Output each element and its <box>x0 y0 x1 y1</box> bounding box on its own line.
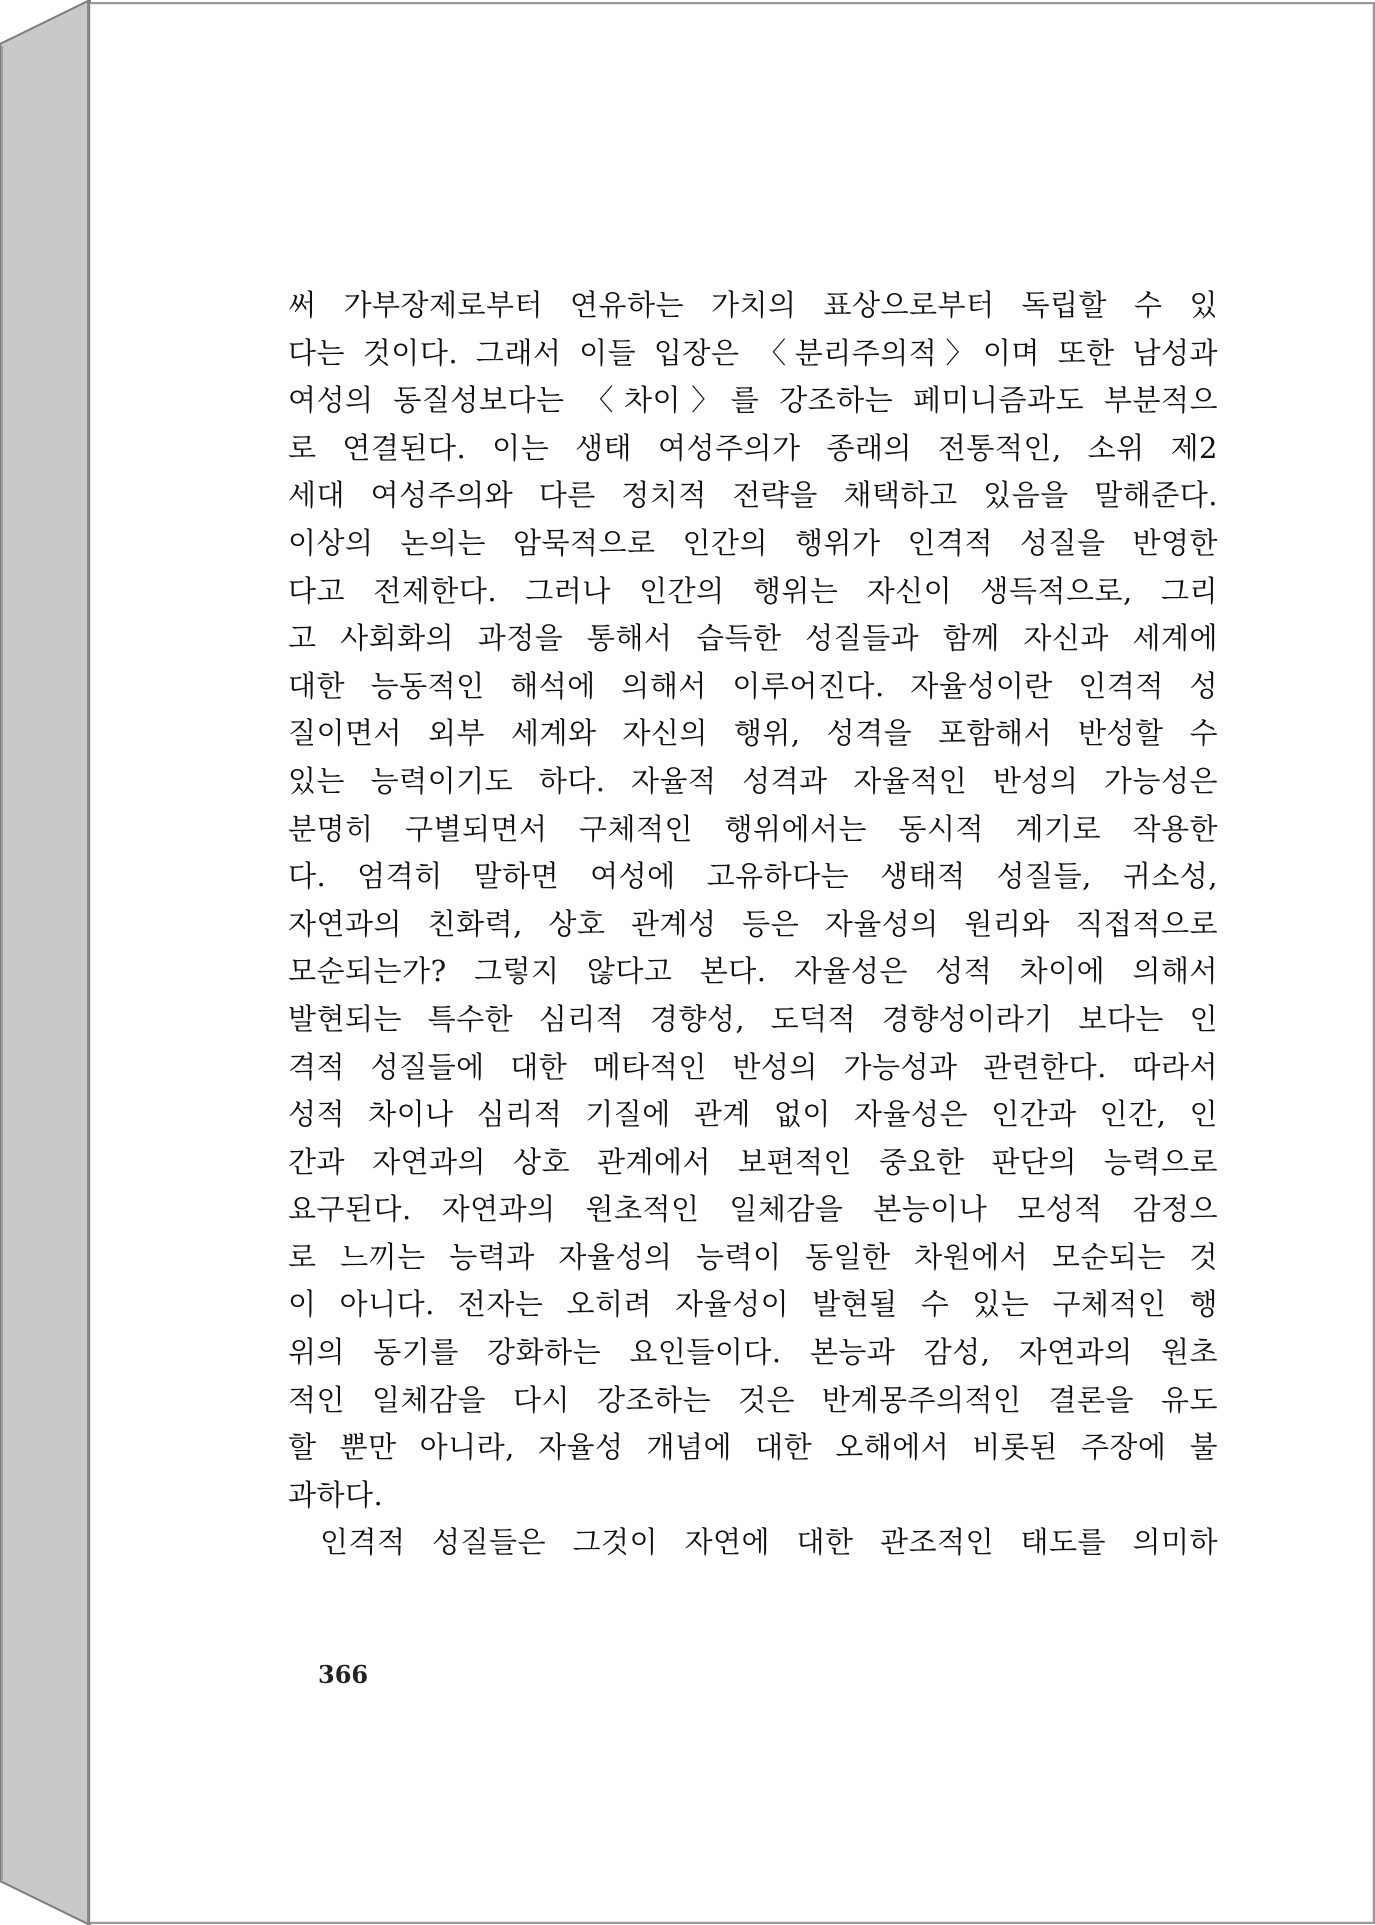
text-line: 다는 것이다. 그래서 이들 입장은 〈분리주의적〉이며 또한 남성과 <box>288 335 1218 370</box>
text-line: 대한 능동적인 해석에 의해서 이루어진다. 자율성이란 인격적 성 <box>288 668 1218 703</box>
text-line: 이 아니다. 전자는 오히려 자율성이 발현될 수 있는 구체적인 행 <box>288 1287 1218 1322</box>
text-line: 써 가부장제로부터 연유하는 가치의 표상으로부터 독립할 수 있 <box>288 288 1218 322</box>
text-line: 고 사회화의 과정을 통해서 습득한 성질들과 함께 자신과 세계에 <box>288 621 1218 656</box>
text-line: 로 연결된다. 이는 생태 여성주의가 종래의 전통적인, 소위 제2 <box>288 430 1218 465</box>
text-line: 간과 자연과의 상호 관계에서 보편적인 중요한 판단의 능력으로 <box>288 1144 1218 1179</box>
text-line: 적인 일체감을 다시 강조하는 것은 반계몽주의적인 결론을 유도 <box>288 1382 1218 1417</box>
text-line-paragraph-end: 과하다. <box>288 1477 384 1512</box>
body-text <box>288 282 1218 1567</box>
text-line: 분명히 구별되면서 구체적인 행위에서는 동시적 계기로 작용한 <box>288 811 1218 846</box>
text-line: 발현되는 특수한 심리적 경향성, 도덕적 경향성이라기 보다는 인 <box>288 1001 1218 1036</box>
book-spine-shape <box>0 0 92 1925</box>
text-line: 이상의 논의는 암묵적으로 인간의 행위가 인격적 성질을 반영한 <box>288 525 1218 560</box>
text-line: 자연과의 친화력, 상호 관계성 등은 자율성의 원리와 직접적으로 <box>288 906 1218 941</box>
text-line: 여성의 동질성보다는 〈차이〉를 강조하는 페미니즘과도 부분적으 <box>288 383 1218 418</box>
text-line: 세대 여성주의와 다른 정치적 전략을 채택하고 있음을 말해준다. <box>288 478 1218 513</box>
text-line: 격적 성질들에 대한 메타적인 반성의 가능성과 관련한다. 따라서 <box>288 1049 1218 1084</box>
text-line: 다고 전제한다. 그러나 인간의 행위는 자신이 생득적으로, 그리 <box>288 573 1218 608</box>
text-line: 질이면서 외부 세계와 자신의 행위, 성격을 포함해서 반성할 수 <box>288 716 1218 751</box>
text-line: 있는 능력이기도 하다. 자율적 성격과 자율적인 반성의 가능성은 <box>288 763 1218 798</box>
book-spine <box>0 0 92 1925</box>
text-line: 로 느끼는 능력과 자율성의 능력이 동일한 차원에서 모순되는 것 <box>288 1239 1218 1274</box>
text-line: 위의 동기를 강화하는 요인들이다. 본능과 감성, 자연과의 원초 <box>288 1335 1218 1370</box>
text-line: 할 뿐만 아니라, 자율성 개념에 대한 오해에서 비롯된 주장에 불 <box>288 1430 1218 1465</box>
book-page <box>90 2 1375 1924</box>
text-line-paragraph-start: 인격적 성질들은 그것이 자연에 대한 관조적인 태도를 의미하 <box>320 1525 1218 1560</box>
text-line: 요구된다. 자연과의 원초적인 일체감을 본능이나 모성적 감정으 <box>288 1192 1218 1227</box>
text-line: 성적 차이나 심리적 기질에 관계 없이 자율성은 인간과 인간, 인 <box>288 1097 1218 1132</box>
text-line: 다. 엄격히 말하면 여성에 고유하다는 생태적 성질들, 귀소성, <box>288 859 1218 894</box>
page-number: 366 <box>318 1660 369 1689</box>
text-line: 모순되는가? 그렇지 않다고 본다. 자율성은 성적 차이에 의해서 <box>288 954 1218 989</box>
